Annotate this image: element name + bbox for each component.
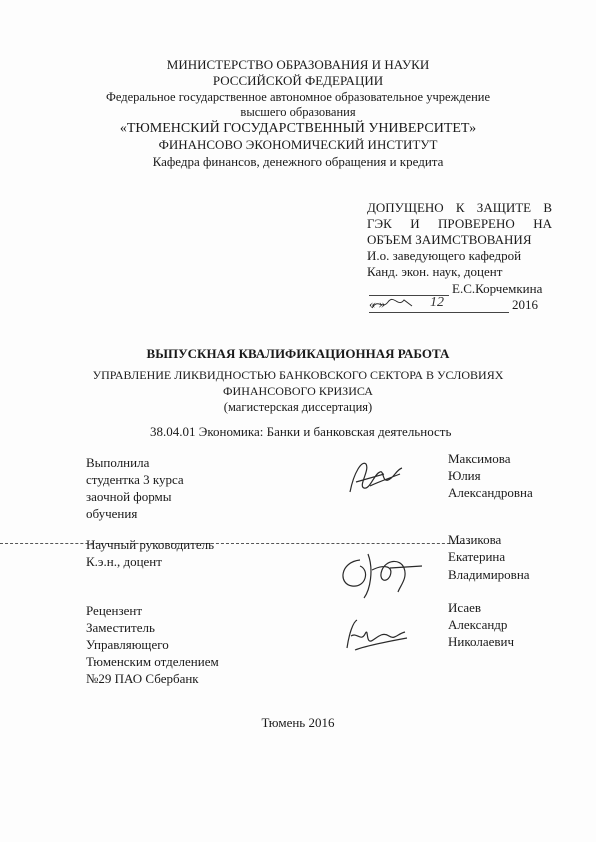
reviewer-role-1: Рецензент: [86, 603, 143, 618]
author-surname: Максимова: [448, 451, 511, 466]
ministry-line-2: РОССИЙСКОЙ ФЕДЕРАЦИИ: [212, 73, 384, 88]
reviewer-signature: [335, 612, 415, 657]
approval-degree: Канд. экон. наук, доцент: [367, 264, 503, 279]
department-name: Кафедра финансов, денежного обращения и кредита: [152, 154, 444, 169]
author-role-3: заочной формы: [86, 489, 172, 504]
approval-position: И.о. заведующего кафедрой: [367, 248, 522, 263]
work-subtype: (магистерская диссертация): [223, 400, 373, 414]
institution-type-line: Федеральное государственное автономное образовательное учреждение: [105, 90, 491, 104]
author-role-2: студентка 3 курса: [86, 472, 184, 487]
specialty-code: 38.04.01 Экономика: Банки и банковская деятельность: [150, 424, 452, 439]
city-year: Тюмень 2016: [261, 715, 335, 730]
reviewer-role-3: Управляющего: [86, 637, 169, 652]
approval-line-1: ДОПУЩЕНО К ЗАЩИТЕ В: [367, 200, 552, 215]
reviewer-surname: Исаев: [448, 600, 481, 615]
approval-line-3: ОБЪЕМ ЗАИМСТВОВАНИЯ: [367, 232, 532, 247]
author-patronymic: Александровна: [448, 485, 533, 500]
approval-handwritten-mark: [368, 294, 428, 314]
reviewer-first-name: Александр: [448, 617, 508, 632]
supervisor-role-1: Научный руководитель: [86, 537, 215, 552]
author-signature: [340, 452, 420, 502]
education-level-line: высшего образования: [240, 105, 356, 119]
reviewer-role-5: №29 ПАО Сбербанк: [86, 671, 199, 686]
ministry-line-1: МИНИСТЕРСТВО ОБРАЗОВАНИЯ И НАУКИ: [166, 57, 430, 72]
approval-block: [367, 200, 552, 280]
supervisor-role-2: К.э.н., доцент: [86, 554, 162, 569]
author-first-name: Юлия: [448, 468, 481, 483]
work-type-title: ВЫПУСКНАЯ КВАЛИФИКАЦИОННАЯ РАБОТА: [146, 346, 450, 361]
approval-signature-name: Е.С.Корчемкина: [452, 281, 543, 296]
author-role-4: обучения: [86, 506, 138, 521]
university-name: «ТЮМЕНСКИЙ ГОСУДАРСТВЕННЫЙ УНИВЕРСИТЕТ»: [119, 121, 477, 136]
supervisor-surname: Мазикова: [448, 532, 502, 547]
approval-date-year: 2016: [512, 297, 538, 312]
reviewer-patronymic: Николаевич: [448, 634, 514, 649]
supervisor-signature: [330, 540, 430, 605]
reviewer-role-2: Заместитель: [86, 620, 155, 635]
topic-line-2: ФИНАНСОВОГО КРИЗИСА: [223, 384, 373, 398]
approval-line-2: ГЭК И ПРОВЕРЕНО НА: [367, 216, 552, 231]
approval-date-day: « »: [369, 296, 386, 311]
reviewer-role-4: Тюменским отделением: [86, 654, 219, 669]
institute-name: ФИНАНСОВО ЭКОНОМИЧЕСКИЙ ИНСТИТУТ: [158, 137, 438, 152]
author-role-1: Выполнила: [86, 455, 150, 470]
supervisor-first-name: Екатерина: [448, 549, 506, 564]
topic-line-1: УПРАВЛЕНИЕ ЛИКВИДНОСТЬЮ БАНКОВСКОГО СЕКТОРА В УСЛОВИЯХ: [92, 368, 504, 382]
approval-date-month: 12: [430, 295, 444, 310]
supervisor-patronymic: Владимировна: [448, 567, 530, 582]
